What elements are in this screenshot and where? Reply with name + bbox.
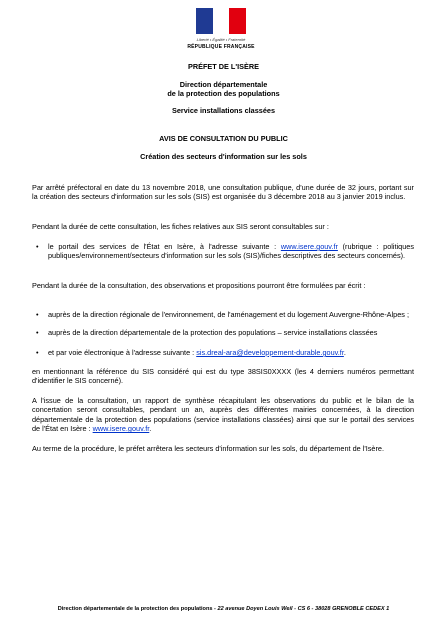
list-item: • et par voie électronique à l'adresse suivante : sis.dreal-ara@developpement-durable.gouv.fr. [36,348,346,357]
bullet-icon: • [36,348,39,357]
french-flag-icon [196,8,246,34]
paragraph-arrete: Par arrêté préfectoral en date du 13 novembre 2018, une consultation publique, d'une durée de 32 jours, portant sur la création des secteurs d'information sur les sols (SIS) est organisée du 3 décembre 2018 au 3 janvier 2019 inclus. [32,183,414,202]
prefect-label: PRÉFET DE L'ISÈRE [187,62,260,71]
bullet-icon: • [36,310,39,319]
paragraph-reference: en mentionnant la référence du SIS considéré qui est du type 38SIS0XXXX (les 4 derniers numéros permettant d'identifier le SIS concerné). [32,367,414,386]
isere-portal-link[interactable]: www.isere.gouv.fr [280,242,338,251]
republic-label: RÉPUBLIQUE FRANÇAISE [187,44,255,50]
direction-line1: Direction départementale [179,80,268,89]
paragraph-observations: Pendant la durée de la consultation, des observations et propositions pourront être formulées par écrit : [32,281,366,290]
paragraph-conclusion: Au terme de la procédure, le préfet arrêtera les secteurs d'information sur les sols, du département de l'Isère. [32,444,384,453]
bullet-icon: • [36,242,39,251]
document-subtitle: Création des secteurs d'information sur les sols [140,152,307,161]
motto: Liberté • Égalité • Fraternité [196,37,246,42]
document-title: AVIS DE CONSULTATION DU PUBLIC [159,134,288,143]
list-item: • auprès de la direction départementale de la protection des populations – service installations classées [36,328,378,337]
direction-line2: de la protection des populations [167,89,280,98]
paragraph-synthesis: A l'issue de la consultation, un rapport de synthèse récapitulant les observations du public et le bilan de la concertation seront consultables, pendant un an, auprès des différentes mairies concernées, à la direction départementale de la protection des populations (service installations classées) ainsi que sur le portail des services de l'État en Isère : www.isere.gouv.fr. [32,396,414,434]
list-item: • le portail des services de l'État en Isère, à l'adresse suivante : www.isere.gouv.fr (rubrique : politiques publiques/environnement/secteurs d'information sur les sols (SIS)/fiches descriptives des secteurs concernés). [36,242,414,261]
isere-portal-link-2[interactable]: www.isere.gouv.fr [92,424,150,434]
list-item: • auprès de la direction régionale de l'environnement, de l'aménagement et du logement Auvergne-Rhône-Alpes ; [36,310,409,319]
footer: Direction départementale de la protection des populations - 22 avenue Doyen Louis Weil - CS 6 - 38028 GRENOBLE CEDEX 1 [57,606,390,612]
service-label: Service installations classées [171,106,276,115]
dreal-email-link[interactable]: sis.dreal-ara@developpement-durable.gouv.fr [196,348,344,357]
paragraph-consultation: Pendant la durée de cette consultation, les fiches relatives aux SIS seront consultables sur : [32,222,329,231]
bullet-icon: • [36,328,39,337]
